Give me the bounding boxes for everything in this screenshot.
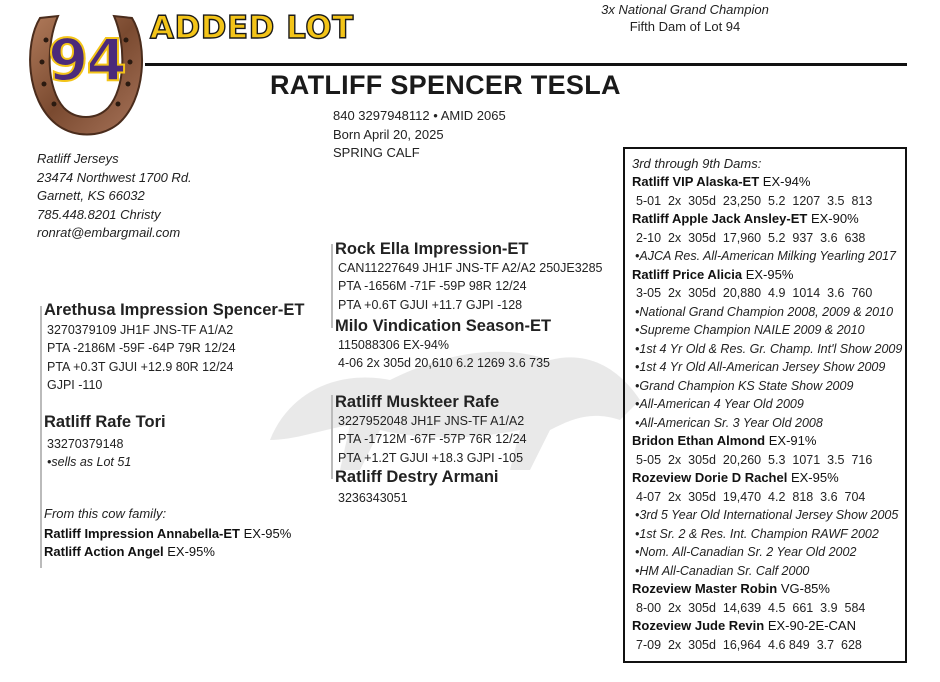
breeder-email: ronrat@embargmail.com [37,225,181,240]
dam-score: EX-90-2E-CAN [767,618,856,633]
dam-entry-name [632,432,905,451]
dam-achievement: •Supreme Champion NAILE 2009 & 2010 [635,323,865,337]
pedigree-connector [331,395,333,479]
dam-achievement: •1st Sr. 2 & Res. Int. Champion RAWF 2002 [635,526,879,541]
dam-record: 7-09 2x 305d 16,964 4.6 849 3.7 628 [636,637,862,652]
dam-record: 4-07 2x 305d 19,470 4.2 818 3.6 704 [636,489,866,504]
dam-score: EX-90% [810,211,859,226]
dam-dam-name: Ratliff Destry Armani [335,468,499,486]
dam-score: EX-95% [790,470,839,485]
cow-family-member-name: Ratliff Action Angel [44,544,164,559]
dam-entry-name [632,469,905,488]
breeder-address: 23474 Northwest 1700 Rd. [37,169,192,185]
lot-born: Born April 20, 2025 [333,126,444,142]
breeder-contact [37,150,192,243]
cow-family-member-name: Ratliff Impression Annabella-ET [44,526,240,541]
dam-note: •sells as Lot 51 [47,455,132,470]
dam-name-text: Rozeview Jude Revin [632,618,765,633]
dam-entry-name [632,617,905,636]
sire-line: PTA -2186M -59F -64P 79R 12/24 [47,341,236,356]
dam-record: 3-05 2x 305d 20,880 4.9 1014 3.6 760 [636,286,873,300]
dam-entry-name [632,210,905,229]
dam-sire-line: PTA -1712M -67F -57P 76R 12/24 [338,432,527,447]
dam-achievement: •AJCA Res. All-American Milking Yearling 2017 [635,249,896,263]
added-lot-heading: ADDED LOT [150,10,354,46]
dam-record: 8-00 2x 305d 14,639 4.5 661 3.9 584 [636,600,866,615]
dam-reg: 33270379148 [47,437,124,451]
dam-name: Ratliff Rafe Tori [44,413,166,431]
lot-id-line: 840 3297948112 • AMID 2065 [333,108,506,123]
dam-record: 2-10 2x 305d 17,960 5.2 937 3.6 638 [636,230,866,245]
dam-score: EX-91% [768,433,817,448]
cow-family-member-score: EX-95% [243,526,292,541]
dam-achievement: •Grand Champion KS State Show 2009 [635,378,854,393]
dam-name-text: Ratliff Apple Jack Ansley-ET [632,211,808,226]
breeder-phone: 785.448.8201 Christy [37,206,161,222]
dam-name-text: Rozeview Master Robin [632,581,778,596]
sire-sire-block [335,240,603,314]
dam-dam-reg: 3236343051 [338,491,408,505]
sire-line: GJPI -110 [47,377,103,392]
sire-name: Arethusa Impression Spencer-ET [44,301,305,319]
header-divider [145,63,907,66]
dams-box-title: 3rd through 9th Dams: [632,156,762,171]
dam-achievement: •All-American Sr. 3 Year Old 2008 [635,415,823,430]
pedigree-connector [40,306,42,568]
dam-score: VG-85% [780,581,830,596]
dam-record: 5-05 2x 305d 20,260 5.3 1071 3.5 716 [636,452,873,467]
dam-name-text: Rozeview Dorie D Rachel [632,470,788,485]
dams-box [623,147,907,663]
lot-info [333,107,506,163]
cow-family-list [44,525,291,561]
cow-family-member [44,525,291,543]
sire-dam-line: 4-06 2x 305d 20,610 6.2 1269 3.6 735 [338,356,550,371]
breeder-name: Ratliff Jerseys [37,151,119,166]
lot-number: 94 [48,26,125,94]
sire-sire-name: Rock Ella Impression-ET [335,240,529,258]
dam-entry-name [632,173,905,192]
dam-sire-line: 3227952048 JH1F JNS-TF A1/A2 [338,414,525,428]
dam-achievement: •3rd 5 Year Old International Jersey Show 2005 [635,508,899,522]
dam-dam-block [335,468,499,507]
lot-class: SPRING CALF [333,145,420,160]
dam-sire-block [335,393,527,467]
dam-record: 5-01 2x 305d 23,250 5.2 1207 3.5 813 [636,193,873,208]
dam-achievement: •1st 4 Yr Old All-American Jersey Show 2009 [635,360,886,374]
dam-sire-line: PTA +1.2T GJUI +18.3 GJPI -105 [338,450,524,465]
champion-note [560,1,810,35]
lot-number-logo [22,4,150,140]
sire-block [44,301,304,394]
lot-title: RATLIFF SPENCER TESLA [270,70,621,100]
dam-achievement: •Nom. All-Canadian Sr. 2 Year Old 2002 [635,545,857,559]
dam-sire-name: Ratliff Muskteer Rafe [335,393,500,411]
dam-achievement: •1st 4 Yr Old & Res. Gr. Champ. Int'l Show 2009 [635,341,903,356]
cow-family-member-score: EX-95% [167,544,215,559]
dam-achievement: •National Grand Champion 2008, 2009 & 2010 [635,304,894,319]
sire-sire-line: CAN11227649 JH1F JNS-TF A2/A2 250JE3285 [338,261,603,275]
dam-achievement: •HM All-Canadian Sr. Calf 2000 [635,563,810,578]
sire-line: 3270379109 JH1F JNS-TF A1/A2 [47,323,234,337]
breeder-city: Garnett, KS 66032 [37,188,145,203]
dam-name-text: Ratliff Price Alicia [632,266,743,282]
dam-entry-name [632,580,905,599]
dam-score: EX-94% [762,174,811,189]
dam-entry-name [632,266,905,285]
sire-dam-line: 115088306 EX-94% [338,338,449,352]
dam-block [44,413,166,472]
sire-line: PTA +0.3T GJUI +12.9 80R 12/24 [47,359,234,374]
dam-achievement: •All-American 4 Year Old 2009 [635,397,804,411]
pedigree-connector [331,244,333,328]
champion-note-line1: 3x National Grand Champion [601,2,769,17]
sire-sire-line: PTA -1656M -71F -59P 98R 12/24 [338,279,527,294]
dam-name-text: Bridon Ethan Almond [632,433,766,448]
sire-dam-block [335,317,551,373]
dam-score: EX-95% [745,266,794,282]
champion-note-line2: Fifth Dam of Lot 94 [629,19,741,34]
sire-sire-line: PTA +0.6T GJUI +11.7 GJPI -128 [338,297,523,312]
cow-family-member [44,543,291,561]
cow-family-title: From this cow family: [44,506,167,521]
dam-name-text: Ratliff VIP Alaska-ET [632,174,760,189]
sire-dam-name: Milo Vindication Season-ET [335,317,552,335]
